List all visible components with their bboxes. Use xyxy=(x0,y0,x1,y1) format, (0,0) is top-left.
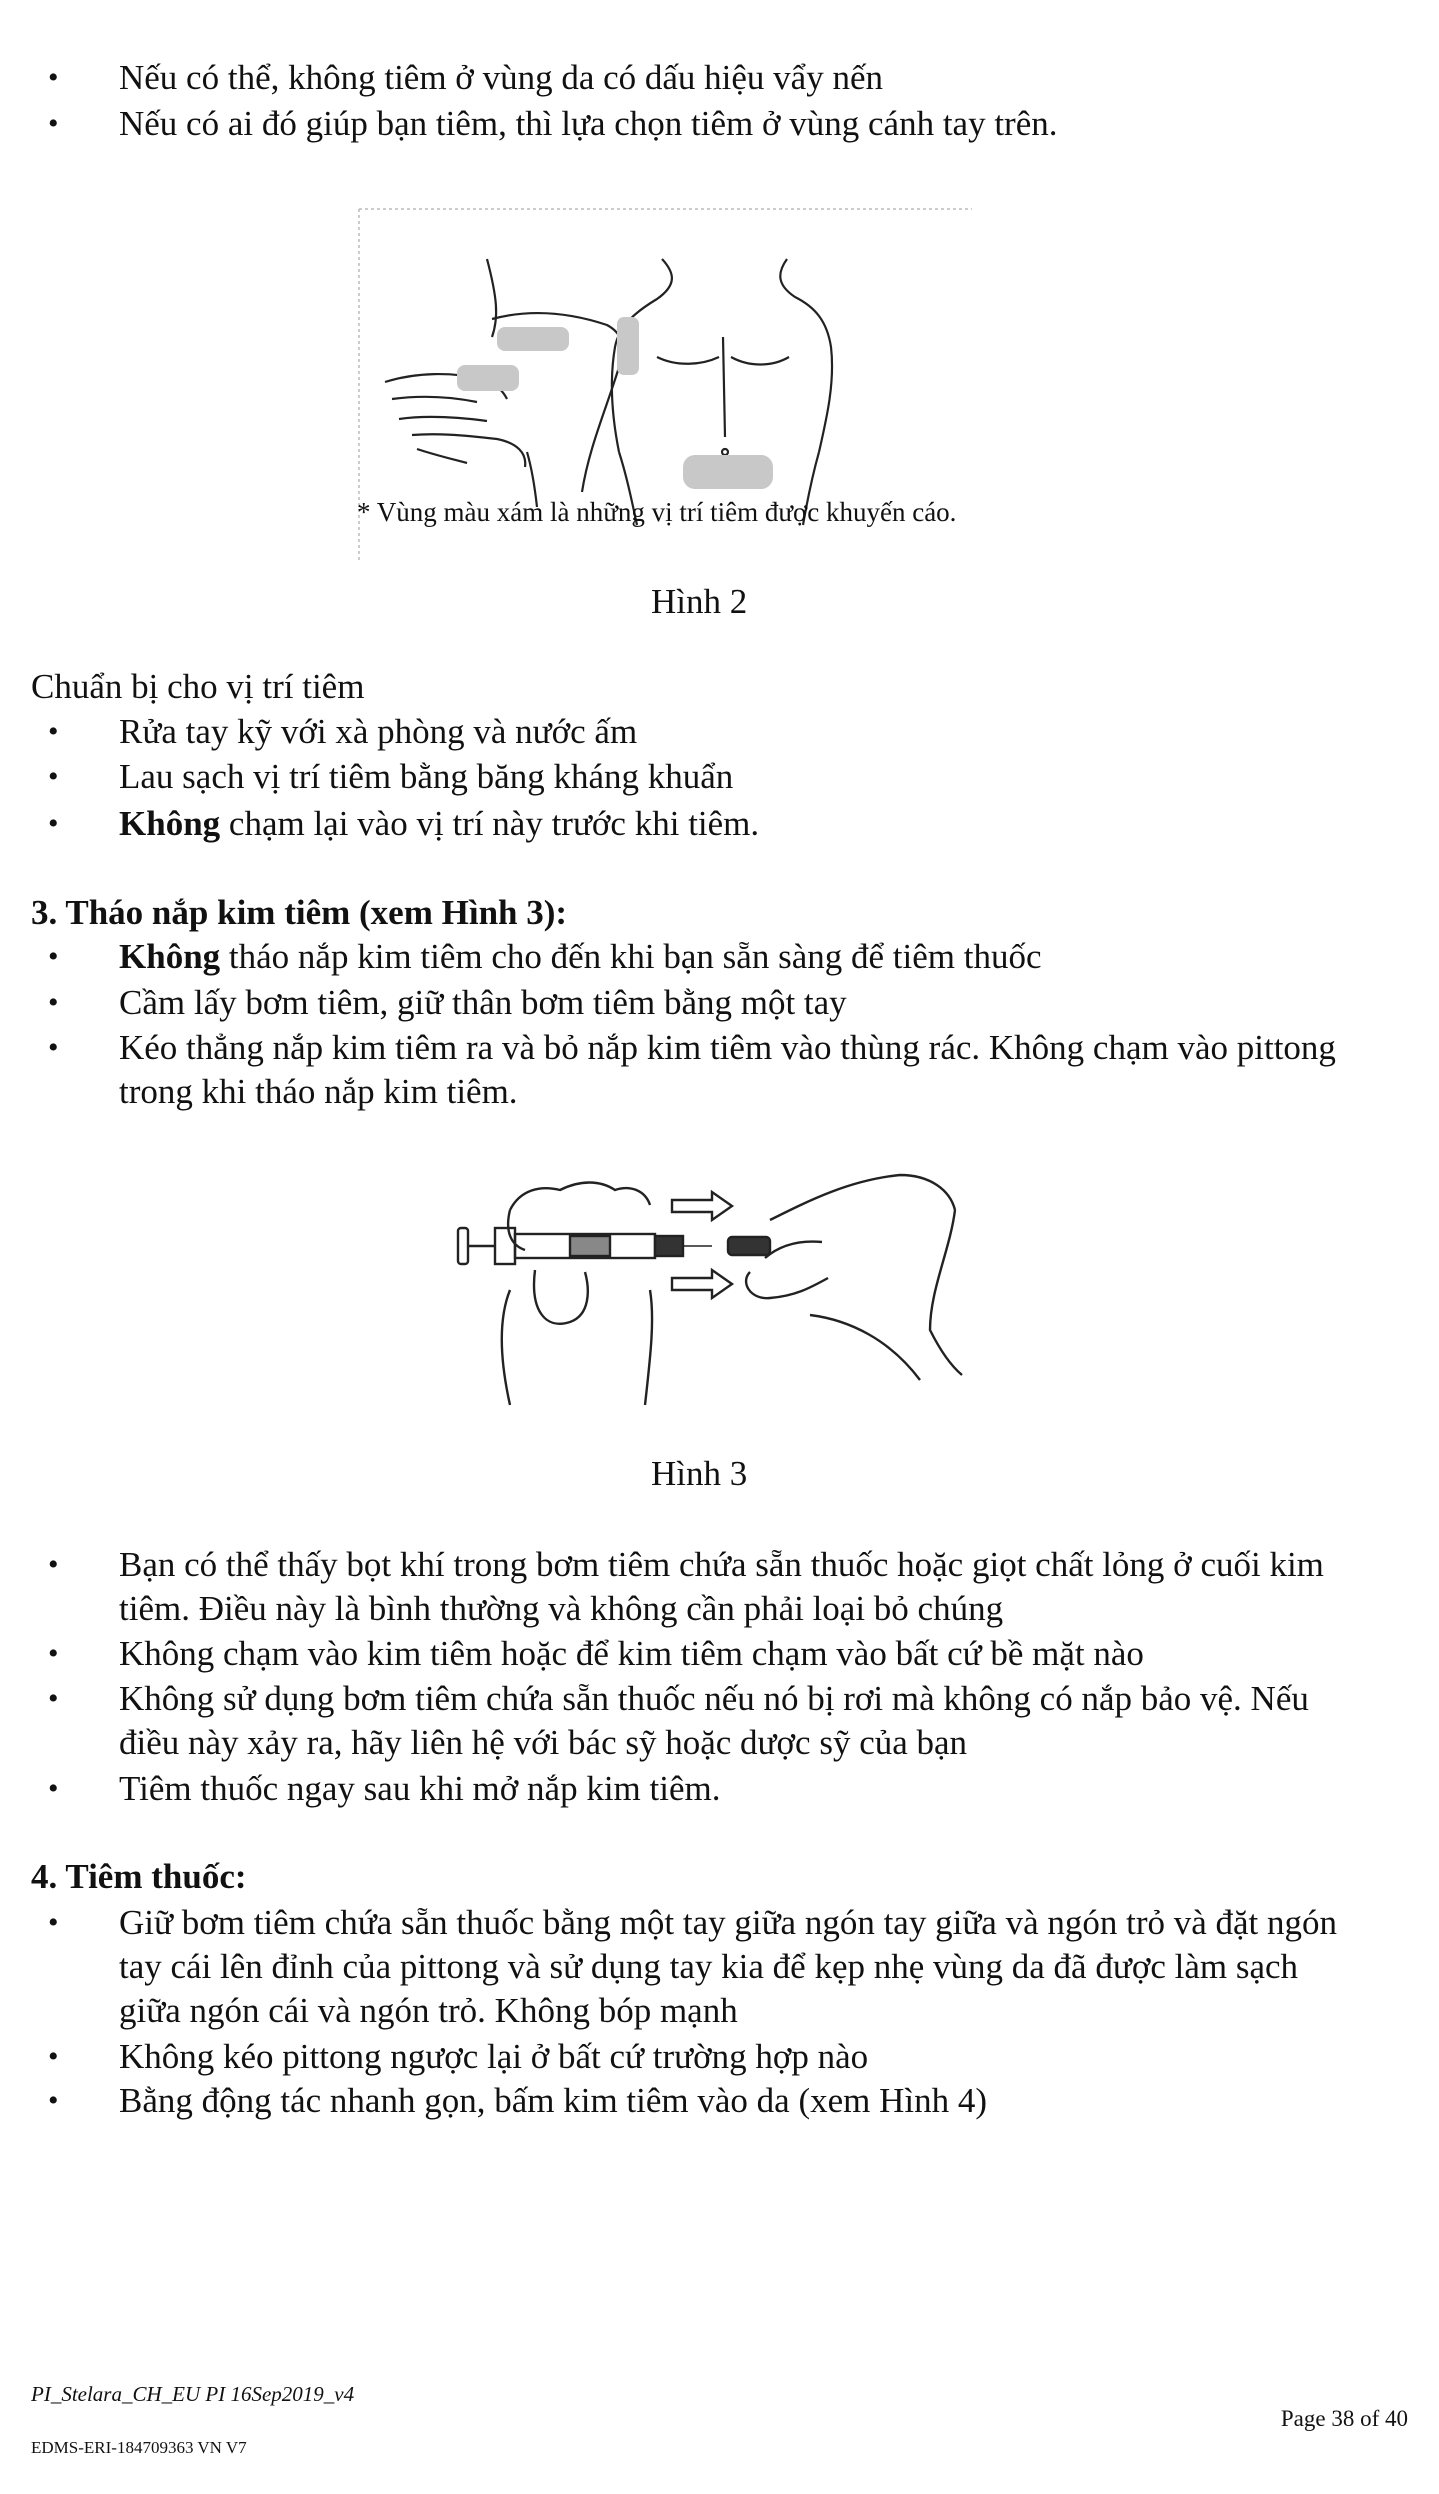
bullet-text-continued: tay cái lên đỉnh của pittong và sử dụng tay kia để kẹp nhẹ vùng da đã được làm sạch xyxy=(119,1947,1299,1986)
bullet-marker: • xyxy=(48,107,59,140)
footer-document-name: PI_Stelara_CH_EU PI 16Sep2019_v4 xyxy=(31,2382,355,2406)
bold-emphasis: Không xyxy=(119,937,221,976)
bullet-text-continued: giữa ngón cái và ngón trỏ. Không bóp mạnh xyxy=(119,1991,738,2030)
bullet-marker: • xyxy=(48,1548,59,1581)
figure-2-illustration xyxy=(357,207,977,563)
prep-intro: Chuẩn bị cho vị trí tiêm xyxy=(31,667,365,706)
bullet-marker: • xyxy=(48,940,59,973)
bullet-text: Kéo thẳng nắp kim tiêm ra và bỏ nắp kim tiêm vào thùng rác. Không chạm vào pittong xyxy=(119,1028,1336,1067)
section-3-heading: 3. Tháo nắp kim tiêm (xem Hình 3): xyxy=(31,893,568,932)
bullet-text: Không kéo pittong ngược lại ở bất cứ trường hợp nào xyxy=(119,2037,869,2076)
bullet-text: Bằng động tác nhanh gọn, bấm kim tiêm vào da (xem Hình 4) xyxy=(119,2081,988,2120)
bullet-text: Không sử dụng bơm tiêm chứa sẵn thuốc nếu nó bị rơi mà không có nắp bảo vệ. Nếu xyxy=(119,1679,1309,1718)
bullet-marker: • xyxy=(48,1906,59,1939)
bullet-text: Cầm lấy bơm tiêm, giữ thân bơm tiêm bằng một tay xyxy=(119,983,847,1022)
bullet-marker: • xyxy=(48,2040,59,2073)
bullet-text: Giữ bơm tiêm chứa sẵn thuốc bằng một tay giữa ngón tay giữa và ngón trỏ và đặt ngón xyxy=(119,1903,1338,1942)
bullet-marker: • xyxy=(48,1772,59,1805)
bullet-marker: • xyxy=(48,760,59,793)
bullet-marker: • xyxy=(48,61,59,94)
bullet-text: Tiêm thuốc ngay sau khi mở nắp kim tiêm. xyxy=(119,1769,721,1808)
section-4-heading: 4. Tiêm thuốc: xyxy=(31,1857,247,1896)
bullet-text: Nếu có thể, không tiêm ở vùng da có dấu hiệu vẩy nến xyxy=(119,58,884,97)
bold-emphasis: Không xyxy=(119,804,221,843)
footer-edms-code: EDMS-ERI-184709363 VN V7 xyxy=(31,2438,247,2457)
bullet-marker: • xyxy=(48,1682,59,1715)
figure-3-illustration xyxy=(450,1150,970,1410)
figure-2-note: * Vùng màu xám là những vị trí tiêm được khuyến cáo. xyxy=(357,497,957,527)
bullet-marker: • xyxy=(48,1031,59,1064)
bullet-text-continued: tiêm. Điều này là bình thường và không cần phải loại bỏ chúng xyxy=(119,1589,1004,1628)
bullet-text xyxy=(119,935,1042,979)
bullet-rest: chạm lại vào vị trí này trước khi tiêm. xyxy=(220,804,760,843)
footer-page-number: Page 38 of 40 xyxy=(1280,2406,1408,2431)
bullet-text-continued: trong khi tháo nắp kim tiêm. xyxy=(119,1072,518,1111)
bullet-text: Lau sạch vị trí tiêm bằng băng kháng khuẩn xyxy=(119,757,734,796)
bullet-text-continued: điều này xảy ra, hãy liên hệ với bác sỹ hoặc dược sỹ của bạn xyxy=(119,1723,968,1762)
syringe-cap-removal-drawing xyxy=(450,1150,970,1410)
bullet-text: Nếu có ai đó giúp bạn tiêm, thì lựa chọn tiêm ở vùng cánh tay trên. xyxy=(119,104,1058,143)
bullet-text: Rửa tay kỹ với xà phòng và nước ấm xyxy=(119,712,638,751)
bullet-marker: • xyxy=(48,986,59,1019)
bullet-marker: • xyxy=(48,715,59,748)
bullet-text: Bạn có thể thấy bọt khí trong bơm tiêm chứa sẵn thuốc hoặc giọt chất lỏng ở cuối kim xyxy=(119,1545,1324,1584)
figure-3-caption: Hình 3 xyxy=(651,1454,748,1493)
bullet-marker: • xyxy=(48,2084,59,2117)
figure-2-caption: Hình 2 xyxy=(651,582,748,621)
bullet-marker: • xyxy=(48,807,59,840)
bullet-rest: tháo nắp kim tiêm cho đến khi bạn sẵn sàng để tiêm thuốc xyxy=(220,937,1042,976)
bullet-marker: • xyxy=(48,1637,59,1670)
bullet-text xyxy=(119,802,759,846)
bullet-text: Không chạm vào kim tiêm hoặc để kim tiêm chạm vào bất cứ bề mặt nào xyxy=(119,1634,1144,1673)
